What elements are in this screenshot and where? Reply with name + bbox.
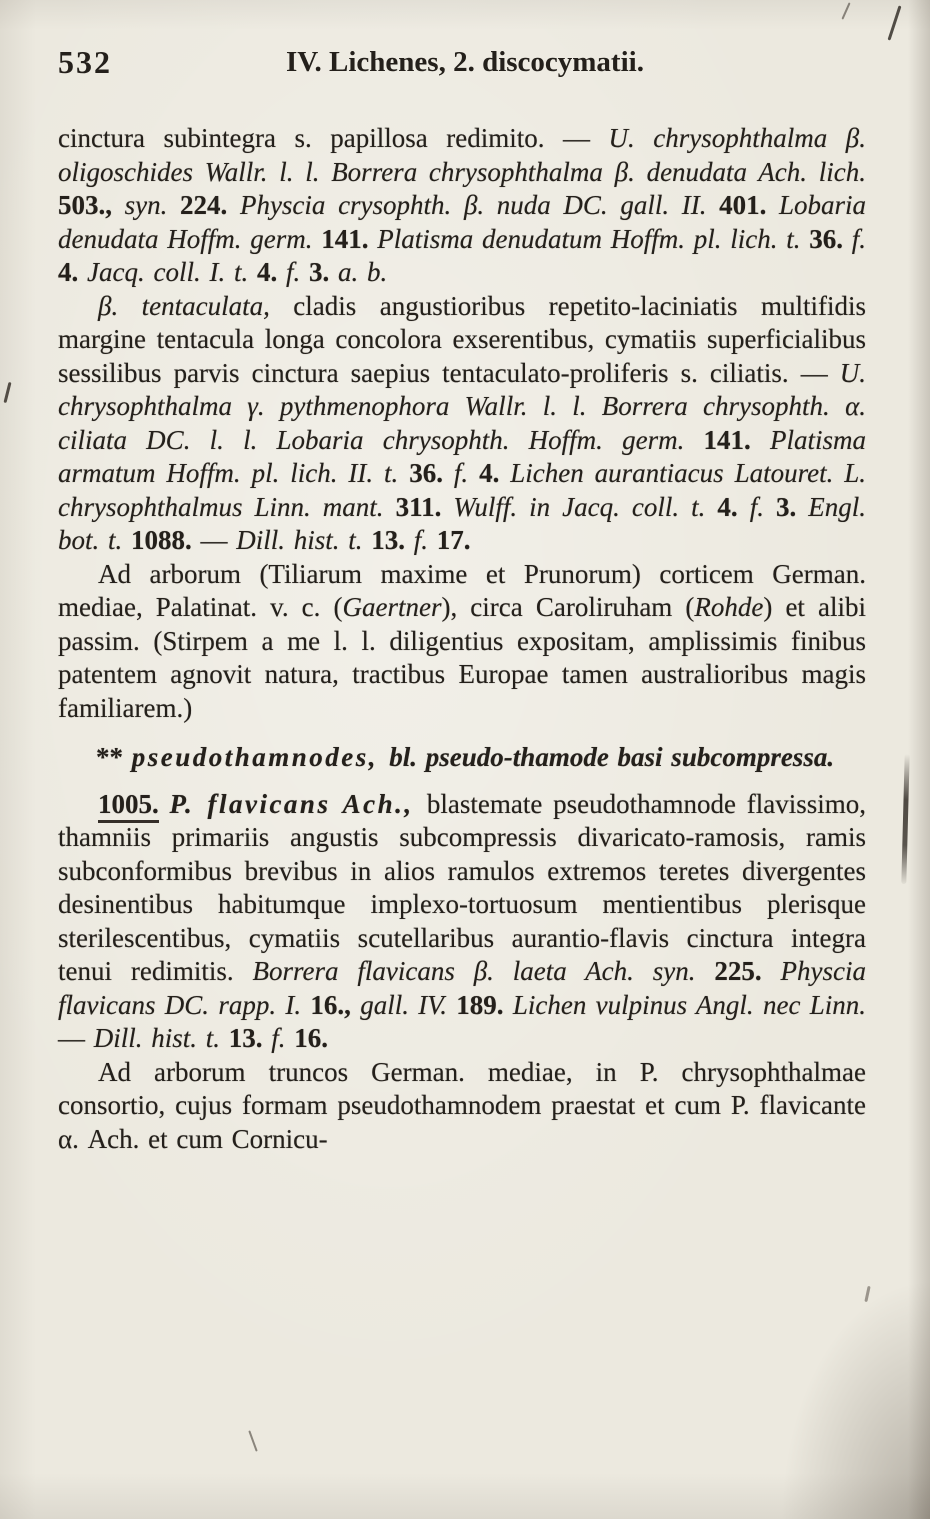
text-segment: Dill. hist. t. [93, 1023, 229, 1053]
text-segment: f. [749, 491, 776, 522]
text-segment: pseudothamnodes, [131, 742, 390, 772]
text-segment: blastemate pseudothamnode flavissimo, thamniis primariis angustis subcompressis divaricato-ramosis, ramis subconformibus brevibus in alios ramulos extremos teretes divergentes desinentibus habitumque implexo-tortuosum mentientibus plerisque sterilescentibus, cymatiis scutellaribus aurantio-flavis cinctura integra tenui redimitis. [58, 788, 867, 986]
text-segment: Physcia crysophth. β. nuda DC. gall. II. [239, 190, 720, 220]
text-segment: f. [453, 458, 480, 488]
text-segment: 189. [456, 989, 513, 1020]
text-segment: 36. [409, 458, 454, 488]
text-segment: 1005. [98, 789, 159, 823]
text-segment: cladis angustioribus repetito-laciniatis multifidis margine tentacula longa concolora exserentibus, cymatiis superficialibus sessilibus parvis cinctura saepius tentaculato-proliferis s. ciliatis. — [58, 290, 867, 388]
text-segment: P. flavicans Ach., [169, 788, 427, 819]
text-segment: 17. [436, 525, 471, 555]
text-segment: Dill. hist. t. [236, 525, 372, 555]
paragraph-continuation [58, 122, 866, 290]
text-segment: Lichen vulpinus Angl. nec Linn. [512, 989, 866, 1020]
text-segment: 4. [58, 257, 87, 287]
section-heading-pseudothamnodes [58, 741, 866, 775]
species-entry-1005-flavicans [58, 788, 866, 1056]
text-segment: 36. [809, 223, 852, 254]
text-segment: 16., [310, 989, 361, 1020]
text-segment: Lichen aurantiacus Latouret. L. chrysophthalmus Linn. mant. [58, 458, 867, 522]
text-segment: 4. [717, 491, 750, 522]
paragraph-habitat-chrysophthalma [58, 558, 866, 726]
text-segment: 503., [58, 190, 125, 220]
text-segment: Platisma armatum Hoffm. pl. lich. II. t. [58, 424, 867, 488]
text-segment: 1088. [131, 525, 201, 555]
text-segment: a. b. [337, 257, 388, 287]
text-segment: f. [285, 257, 309, 287]
text-segment: 225. [714, 956, 781, 986]
text-segment: Borrera flavicans β. laeta Ach. syn. [252, 956, 715, 986]
text-segment: Gaertner [342, 592, 442, 622]
text-segment: Ad arborum (Tiliarum maxime et Prunorum) corticem German. mediae, Palatinat. v. c. ( [58, 558, 866, 622]
text-segment [159, 789, 170, 819]
page-header [0, 0, 930, 104]
text-segment: 3. [775, 491, 809, 522]
text-segment: 13. [371, 525, 414, 555]
page-number: 532 [58, 44, 112, 80]
text-segment: f. [271, 1023, 295, 1053]
text-segment: 141. [703, 424, 770, 455]
text-segment: 224. [180, 190, 240, 220]
text-segment: 4. [479, 458, 511, 488]
text-segment: ) et alibi passim. (Stirpem a me l. l. diligentius expositam, amplissimis finibus patentem agnovit natura, tractibus Europae tamen australioribus magis familiarem.) [58, 592, 867, 723]
text-segment: gall. IV. [360, 989, 457, 1020]
scan-artifact [248, 1430, 257, 1451]
scan-artifact [864, 1286, 870, 1302]
running-header: IV. Lichenes, 2. discocymatii. [286, 46, 644, 78]
text-segment: Jacq. coll. I. t. [87, 257, 257, 287]
text-segment: cinctura subintegra s. papillosa redimito. — [58, 123, 609, 153]
text-segment: U. chrysophthalma γ. pythmenophora Wallr. l. l. Borrera chrysophth. α. ciliata DC. l. l. Lobaria chrysophth. Hoffm. germ. [58, 357, 866, 455]
text-segment: 16. [294, 1023, 329, 1053]
text-body [58, 122, 866, 1156]
text-segment: — [200, 525, 237, 555]
text-segment: β. tentaculata, [98, 290, 294, 321]
text-segment: f. [413, 525, 437, 555]
scan-artifact [901, 754, 909, 884]
text-segment: Physcia flavicans DC. rapp. I. [58, 956, 867, 1020]
text-segment: Lobaria denudata Hoffm. germ. [58, 190, 867, 254]
text-segment: Rohde [694, 592, 764, 622]
text-segment: — [58, 1023, 94, 1053]
paragraph-tentaculata [58, 290, 866, 558]
text-segment: Engl. bot. t. [58, 491, 867, 555]
text-segment: 3. [308, 257, 338, 287]
text-segment: 401. [719, 190, 779, 220]
paragraph-habitat-flavicans [58, 1056, 866, 1157]
text-segment: Platisma denudatum Hoffm. pl. lich. t. [377, 223, 810, 254]
text-segment: Ad arborum truncos German. mediae, in P. chrysophthalmae consortio, cujus formam pseudothamnodem praestat et cum P. flavicante α. Ach. et cum Cornicu- [58, 1056, 866, 1154]
text-segment: f. [851, 223, 867, 254]
text-segment: U. chrysophthalma β. oligoschides Wallr. l. l. Borrera chrysophthalma β. denudata Ach. lich. [58, 123, 866, 187]
text-segment: ), circa Caroliruham ( [441, 592, 695, 622]
scan-artifact [4, 382, 12, 403]
text-segment: 13. [228, 1023, 272, 1053]
text-segment: 141. [321, 223, 378, 254]
text-segment: 4. [256, 257, 286, 287]
text-segment: bl. pseudo-thamode basi subcompressa. [389, 742, 835, 772]
text-segment: Wulff. in Jacq. coll. t. [453, 491, 718, 522]
text-segment: ** [96, 742, 132, 772]
text-segment: syn. [124, 190, 181, 220]
text-segment: 311. [395, 491, 454, 522]
scan-artifact [780, 1279, 930, 1519]
